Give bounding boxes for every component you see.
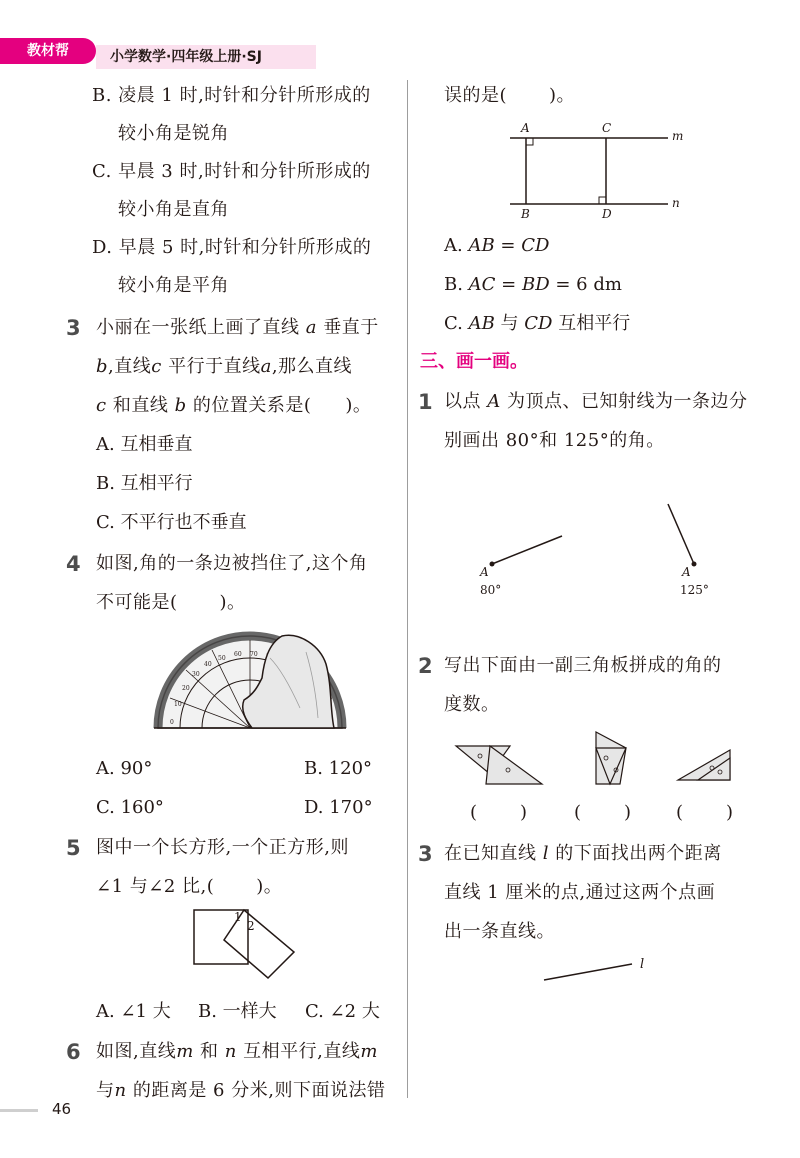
q4-line2: 不可能是( )。 [96,592,246,613]
svg-text:50: 50 [218,655,226,662]
q3-number: 3 [66,316,81,340]
p1-line2: 别画出 80°和 125°的角。 [444,430,665,451]
section-3-title: 三、画一画。 [420,351,528,372]
p2-line2: 度数。 [444,694,500,715]
q3-option-b: B. 互相平行 [96,473,193,494]
q4-option-a: A. 90° [96,758,153,779]
q3-line3: c 和直线 b 的位置关系是( )。 [96,395,372,416]
rays-figure [470,500,730,604]
svg-text:0: 0 [170,719,174,726]
angle-80-label: 80° [480,583,502,597]
label-d: D [602,207,612,221]
svg-text:40: 40 [204,661,212,668]
q2-option-d-line2: 较小角是平角 [118,275,229,296]
label-m: m [672,129,684,143]
q2-option-b-line1: B. 凌晨 1 时,时针和分针所形成的 [92,85,371,106]
header-title: 小学数学·四年级上册·SJ [110,49,262,65]
q5-line2: ∠1 与∠2 比,( )。 [96,876,283,897]
q4-option-b: B. 120° [304,758,373,779]
svg-text:10: 10 [174,701,182,708]
q4-number: 4 [66,552,81,576]
footer-bar [0,1109,38,1112]
q6-continuation: 误的是( )。 [444,85,576,106]
q5-line1: 图中一个长方形,一个正方形,则 [96,837,349,858]
q4-option-d: D. 170° [304,797,373,818]
q4-option-c: C. 160° [96,797,164,818]
q3-option-a: A. 互相垂直 [96,434,193,455]
q2-option-d-line1: D. 早晨 5 时,时针和分针所形成的 [92,237,372,258]
protractor-figure [150,628,350,736]
q5-number: 5 [66,836,81,860]
angle-1-label: 1 [234,910,242,924]
p1-number: 1 [418,390,433,414]
vertex-a-2: A [682,565,691,579]
label-c: C [602,121,612,135]
label-a: A [521,121,530,135]
line-l-figure [540,950,660,986]
p2-blank-1-close: ) [520,802,528,823]
q3-line1: 小丽在一张纸上画了直线 a 垂直于 [96,317,379,338]
p1-line1: 以点 A 为顶点、已知射线为一条边分 [444,391,748,412]
q6-number: 6 [66,1040,81,1064]
column-divider [407,80,408,1098]
vertex-a-1: A [480,565,489,579]
p3-line1: 在已知直线 l 的下面找出两个距离 [444,843,722,864]
p2-number: 2 [418,654,433,678]
p3-number: 3 [418,842,433,866]
angle-2-label: 2 [247,919,255,933]
q3-option-c: C. 不平行也不垂直 [96,512,247,533]
q5-option-a: A. ∠1 大 [96,1001,171,1022]
q2-option-b-line2: 较小角是锐角 [118,123,229,144]
p3-line3: 出一条直线。 [444,921,555,942]
label-b: B [521,207,530,221]
p2-blank-3-open: ( [676,802,684,823]
p2-blank-2-close: ) [624,802,632,823]
brand-badge: 教材帮 [0,38,96,64]
svg-text:30: 30 [192,671,200,678]
label-n: n [672,196,680,210]
q6-option-b: B. AC = BD = 6 dm [444,274,622,295]
p3-line2: 直线 1 厘米的点,通过这两个点画 [444,882,716,903]
q6-option-c: C. AB 与 CD 互相平行 [444,313,631,334]
q6-line2: 与n 的距离是 6 分米,则下面说法错 [96,1080,386,1101]
p2-blank-3-close: ) [726,802,734,823]
svg-text:20: 20 [182,685,190,692]
q4-line1: 如图,角的一条边被挡住了,这个角 [96,553,368,574]
q2-option-c-line1: C. 早晨 3 时,时针和分针所形成的 [92,161,371,182]
q6-option-a: A. AB = CD [444,235,550,256]
parallel-lines-figure [506,118,686,222]
svg-text:60: 60 [234,651,242,658]
q5-option-b: B. 一样大 [198,1001,277,1022]
angle-125-label: 125° [680,583,709,597]
p2-blank-1-open: ( [470,802,478,823]
q6-line1: 如图,直线m 和 n 互相平行,直线m [96,1041,378,1062]
set-square-figures [450,728,750,790]
rectangle-square-figure [190,906,300,980]
page-number: 46 [52,1100,72,1118]
svg-text:70: 70 [250,651,258,658]
q2-option-c-line2: 较小角是直角 [118,199,229,220]
p2-blank-2-open: ( [574,802,582,823]
q3-line2: b,直线c 平行于直线a,那么直线 [96,356,353,377]
p2-line1: 写出下面由一副三角板拼成的角的 [444,655,722,676]
line-l-label: l [640,957,645,972]
q5-option-c: C. ∠2 大 [305,1001,380,1022]
